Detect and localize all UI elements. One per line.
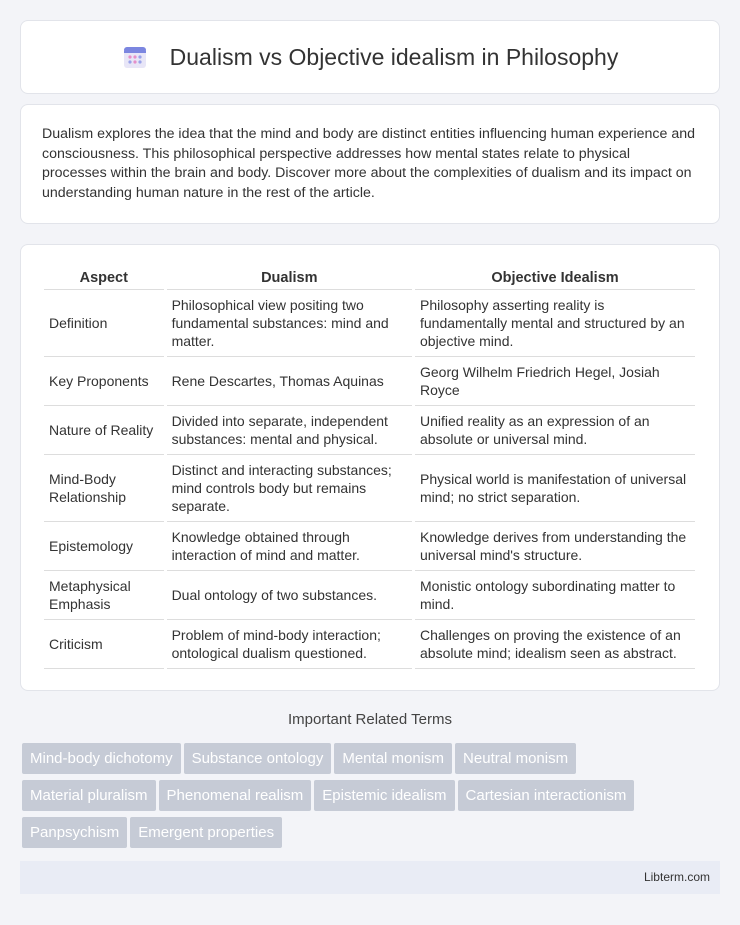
column-header: Aspect: [44, 265, 164, 290]
related-term-tag[interactable]: Phenomenal realism: [159, 780, 312, 811]
related-terms-list: [22, 743, 712, 854]
column-header: Dualism: [167, 265, 412, 290]
table-icon: [122, 44, 148, 70]
related-term-tag[interactable]: Mental monism: [334, 743, 452, 774]
idealism-cell: Georg Wilhelm Friedrich Hegel, Josiah Royce: [415, 357, 695, 406]
aspect-cell: Key Proponents: [44, 357, 164, 406]
table-row: [44, 406, 695, 455]
table-row: [44, 571, 695, 620]
idealism-cell: Monistic ontology subordinating matter to mind.: [415, 571, 695, 620]
table-row: [44, 455, 695, 522]
idealism-cell: Philosophy asserting reality is fundamentally mental and structured by an objective mind.: [415, 290, 695, 357]
idealism-cell: Challenges on proving the existence of an absolute mind; idealism seen as abstract.: [415, 620, 695, 669]
aspect-cell: Epistemology: [44, 522, 164, 571]
idealism-cell: Knowledge derives from understanding the universal mind's structure.: [415, 522, 695, 571]
related-term-tag[interactable]: Neutral monism: [455, 743, 576, 774]
related-term-tag[interactable]: Cartesian interactionism: [458, 780, 635, 811]
column-header: Objective Idealism: [415, 265, 695, 290]
aspect-cell: Mind-Body Relationship: [44, 455, 164, 522]
dualism-cell: Knowledge obtained through interaction of mind and matter.: [167, 522, 412, 571]
footer: [20, 861, 720, 894]
aspect-cell: Definition: [44, 290, 164, 357]
idealism-cell: Physical world is manifestation of universal mind; no strict separation.: [415, 455, 695, 522]
aspect-cell: Nature of Reality: [44, 406, 164, 455]
header-card: [20, 20, 720, 94]
aspect-cell: Criticism: [44, 620, 164, 669]
table-row: [44, 522, 695, 571]
dualism-cell: Philosophical view positing two fundamental substances: mind and matter.: [167, 290, 412, 357]
related-term-tag[interactable]: Panpsychism: [22, 817, 127, 848]
footer-site-link[interactable]: Libterm.com: [643, 870, 710, 884]
intro-text: Dualism explores the idea that the mind and body are distinct entities influencing human experience and consciousness. This philosophical perspective addresses how mental states relate to physical processes within the brain and body. Discover more about the complexities of dualism and its impact on understanding human nature in the rest of the article.: [42, 126, 696, 201]
dualism-cell: Rene Descartes, Thomas Aquinas: [167, 357, 412, 406]
page-title: Dualism vs Objective idealism in Philosophy: [169, 43, 619, 70]
table-row: [44, 357, 695, 406]
aspect-cell: Metaphysical Emphasis: [44, 571, 164, 620]
idealism-cell: Unified reality as an expression of an absolute or universal mind.: [415, 406, 695, 455]
dualism-cell: Problem of mind-body interaction; ontological dualism questioned.: [167, 620, 412, 669]
related-term-tag[interactable]: Material pluralism: [22, 780, 156, 811]
comparison-card: [20, 244, 720, 691]
related-terms-title: Important Related Terms: [288, 711, 452, 728]
related-term-tag[interactable]: Emergent properties: [130, 817, 282, 848]
dualism-cell: Distinct and interacting substances; mind controls body but remains separate.: [167, 455, 412, 522]
table-header-row: [44, 265, 695, 290]
related-term-tag[interactable]: Substance ontology: [184, 743, 332, 774]
table-row: [44, 620, 695, 669]
comparison-table: [41, 265, 698, 669]
intro-card: [20, 104, 720, 224]
related-term-tag[interactable]: Mind-body dichotomy: [22, 743, 181, 774]
dualism-cell: Divided into separate, independent substances: mental and physical.: [167, 406, 412, 455]
dualism-cell: Dual ontology of two substances.: [167, 571, 412, 620]
related-term-tag[interactable]: Epistemic idealism: [314, 780, 454, 811]
table-row: [44, 290, 695, 357]
